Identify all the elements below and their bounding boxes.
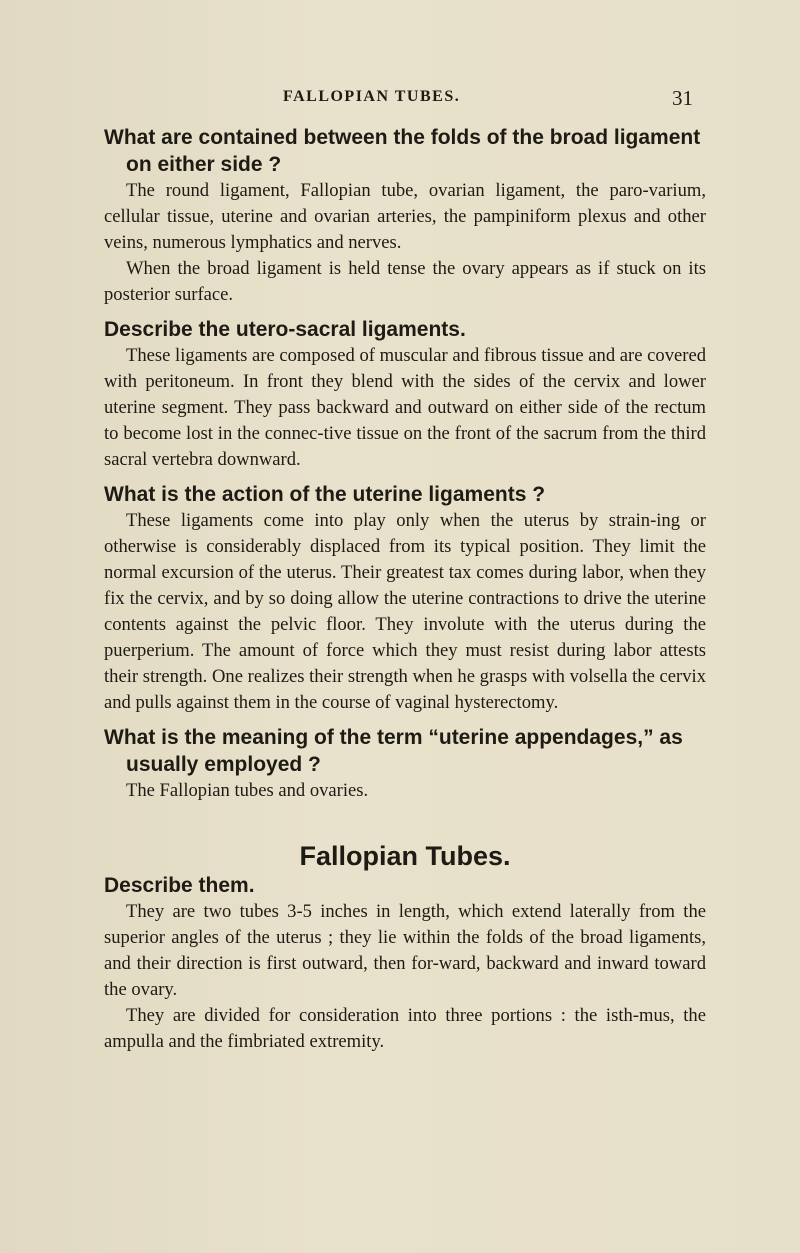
section-title: Fallopian Tubes. (299, 841, 511, 871)
page-content (104, 124, 706, 1055)
page-number: 31 (672, 86, 693, 110)
question-heading: What is the meaning of the term “uterine appendages,” as usually employed ? (104, 726, 683, 776)
answer-paragraph: The round ligament, Fallopian tube, ovarian ligament, the paro-varium, cellular tissue, uterine and ovarian arteries, the pampiniform plexus and other veins, numerous lymphatics and nerves. (104, 180, 706, 253)
answer-paragraph: The Fallopian tubes and ovaries. (126, 780, 369, 801)
running-title: FALLOPIAN TUBES. (283, 88, 461, 105)
answer-paragraph: They are two tubes 3-5 inches in length, which extend laterally from the superior angles of the uterus ; they lie within the folds of the broad ligaments, and their direction is first outward, then for-ward, backward and inward toward the ovary. (104, 901, 706, 1000)
running-head (0, 88, 800, 114)
answer-paragraph: They are divided for consideration into three portions : the isth-mus, the ampulla and the fimbriated extremity. (104, 1005, 706, 1052)
answer-paragraph: These ligaments are composed of muscular and fibrous tissue and are covered with peritoneum. In front they blend with the sides of the cervix and lower uterine segment. They pass backward and outward on either side of the rectum to become lost in the connec-tive tissue on the front of the sacrum from the third sacral vertebra downward. (104, 345, 706, 470)
question-heading: What is the action of the uterine ligaments ? (104, 483, 546, 506)
question-heading: Describe the utero-sacral ligaments. (104, 318, 466, 341)
question-heading: What are contained between the folds of the broad ligament on either side ? (104, 126, 701, 176)
question-heading: Describe them. (104, 874, 255, 897)
answer-paragraph: When the broad ligament is held tense the ovary appears as if stuck on its posterior surface. (104, 258, 706, 305)
answer-paragraph: These ligaments come into play only when the uterus by strain-ing or otherwise is considerably displaced from its typical position. They limit the normal excursion of the uterus. Their greatest tax comes during labor, when they fix the cervix, and by so doing allow the uterine contractions to drive the uterine contents against the pelvic floor. They involute with the uterus during the puerperium. The amount of force which they must resist during labor attests their strength. One realizes their strength when he grasps with volsella the cervix and pulls against them in the course of vaginal hysterectomy. (104, 510, 706, 713)
